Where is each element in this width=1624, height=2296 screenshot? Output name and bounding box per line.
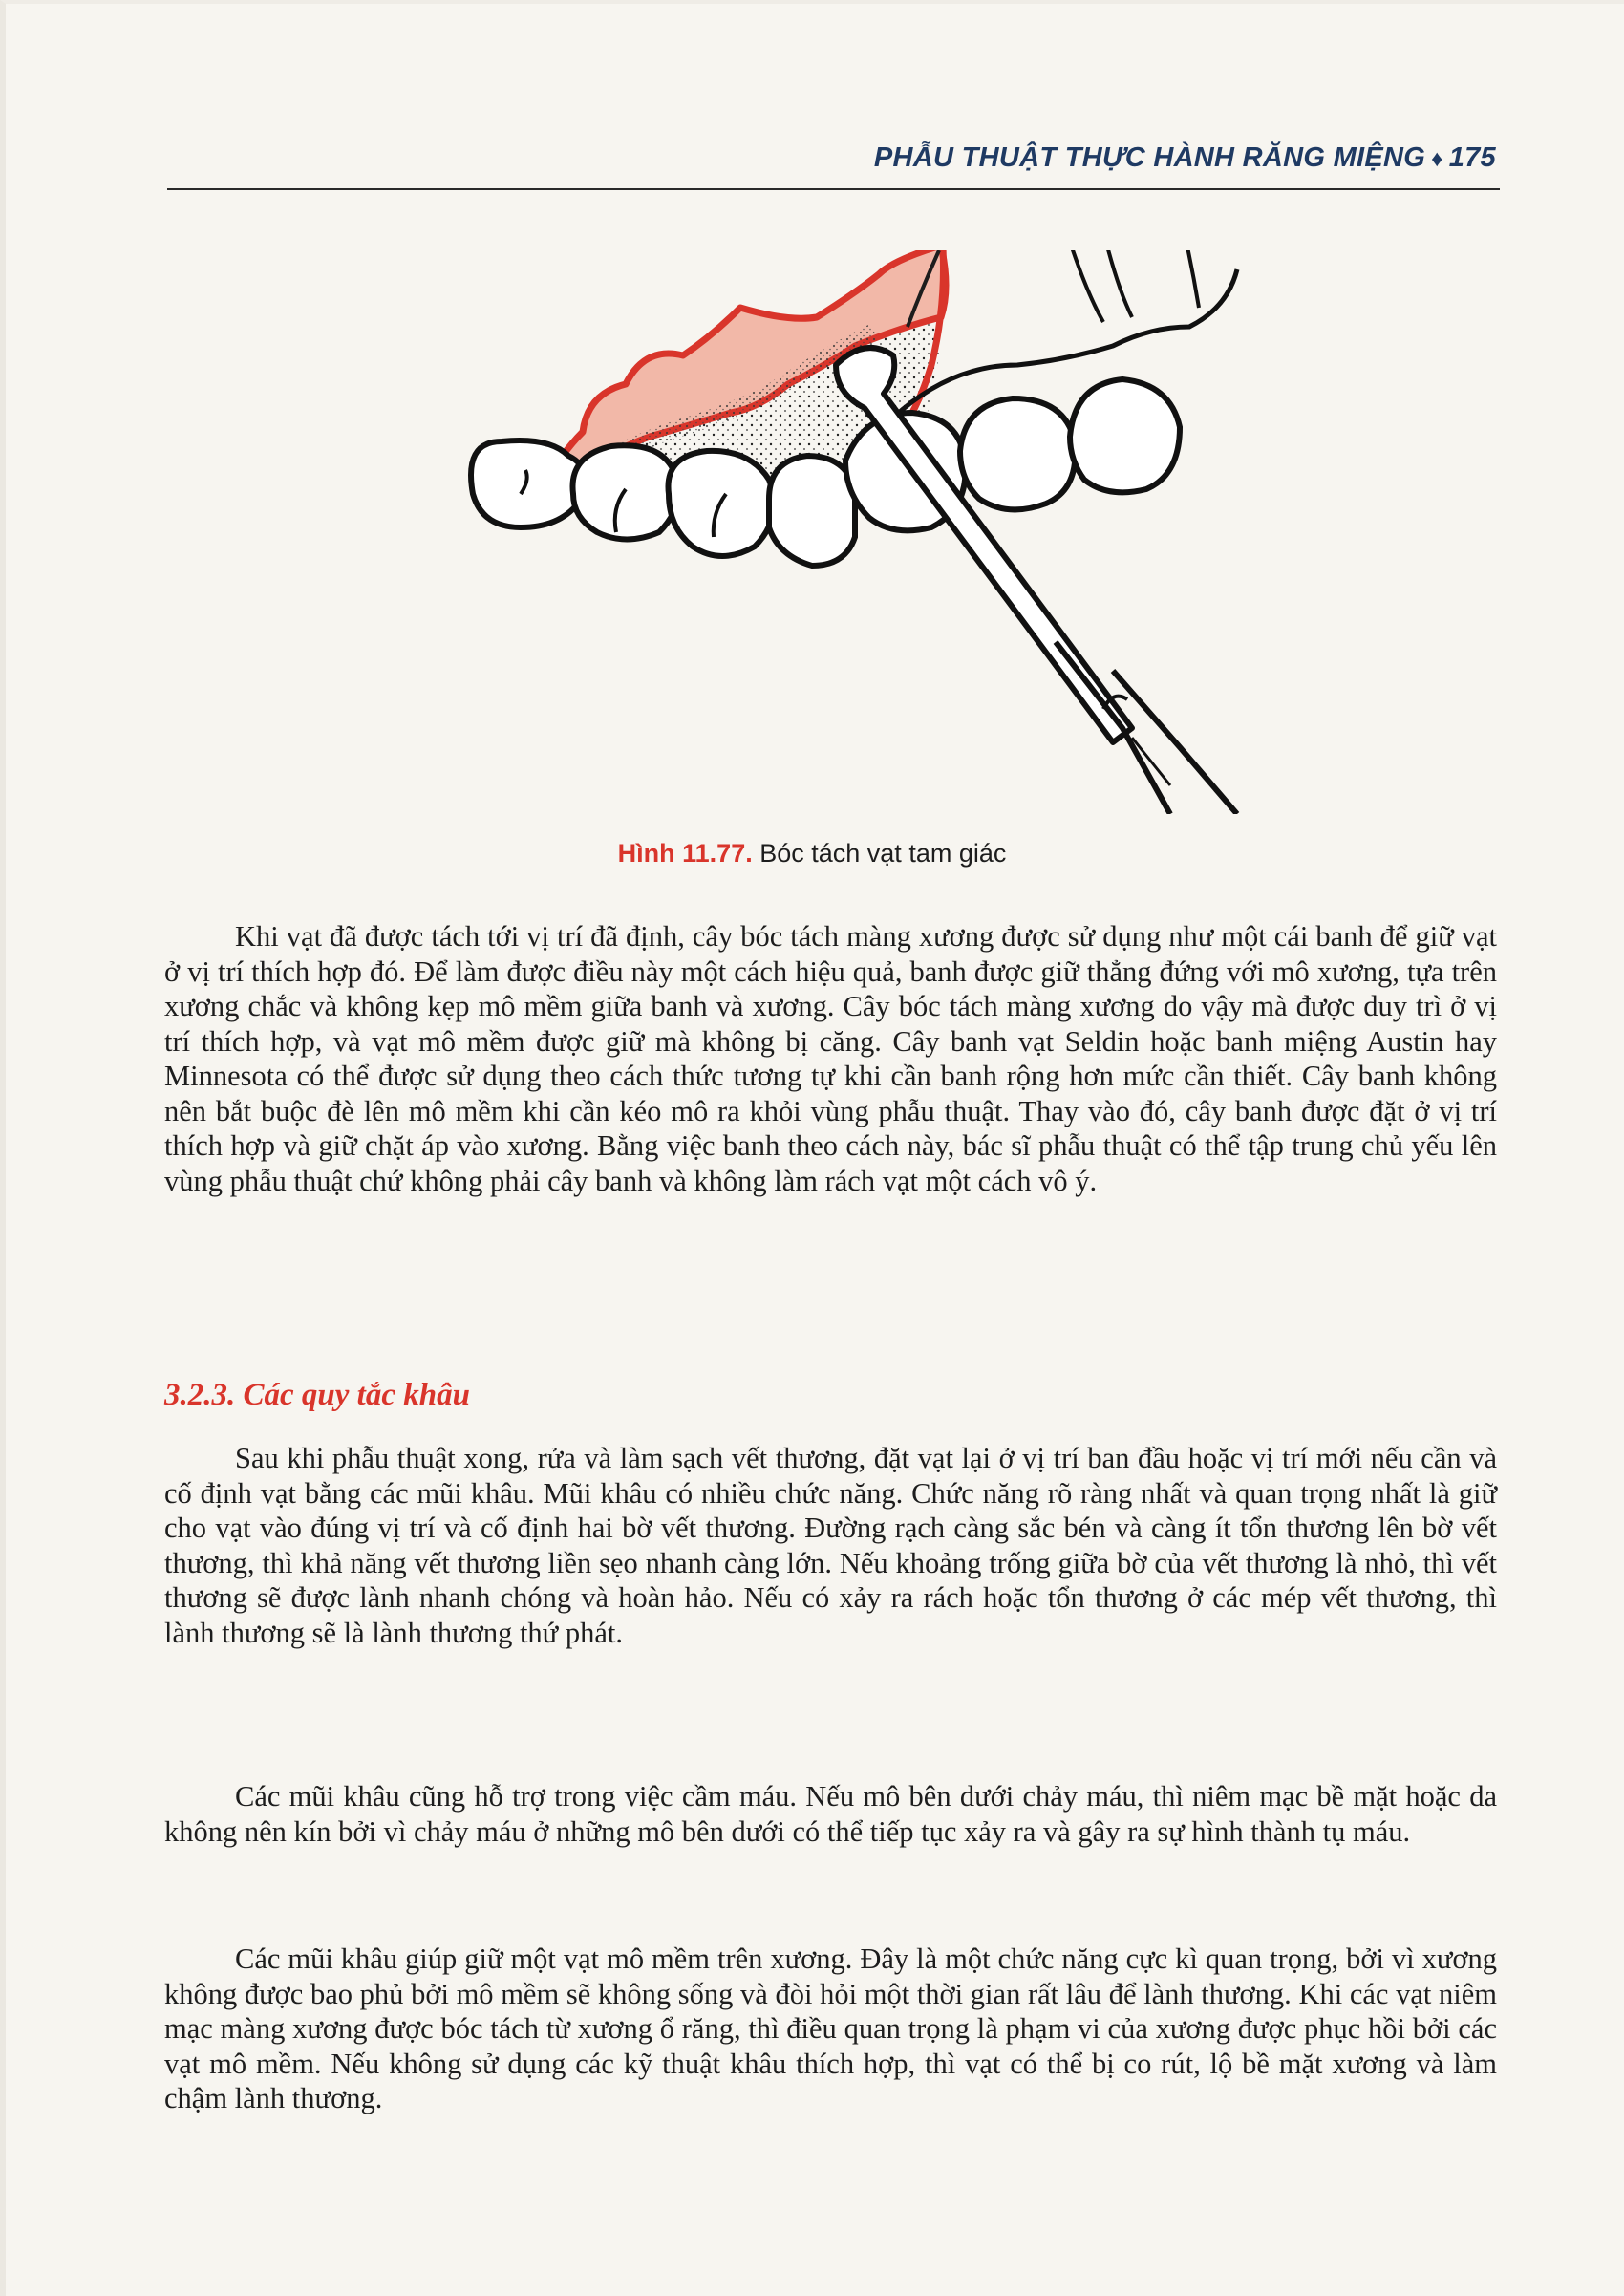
lip-line-2 [1103, 250, 1132, 317]
paragraph-suture-functions: Sau khi phẫu thuật xong, rửa và làm sạch vết thương, đặt vạt lại ở vị trí ban đầu hoặc vị trí mới nếu cần và cố định vạt bằng các mũi khâu. Mũi khâu có nhiều chức năng. Chức năng rõ ràng nhất và quan trọng nhất là giữ cho vạt vào đúng vị trí và cố định hai bờ vết thương. Đường rạch càng sắc bén và càng ít tổn thương lên bờ vết thương, thì khả năng vết thương liền sẹo nhanh càng lớn. Nếu khoảng trống giữa bờ của vết thương là nhỏ, thì vết thương sẽ được lành nhanh chóng và hoàn hảo. Nếu có xảy ra rách hoặc tổn thương ở các mép vết thương, thì lành thương sẽ là lành thương thứ phát. [164, 1442, 1497, 1649]
dental-illustration [444, 250, 1304, 814]
tooth-1 [471, 440, 586, 527]
lip-line-3 [1175, 250, 1199, 308]
running-header [167, 139, 1500, 190]
figure-caption [0, 839, 1624, 869]
lip-line-1 [1065, 250, 1103, 322]
section-heading: 3.2.3. Các quy tắc khâu [164, 1378, 470, 1412]
paragraph-retraction: Khi vạt đã được tách tới vị trí đã định, cây bóc tách màng xương được sử dụng như một cái banh để giữ vạt ở vị trí thích hợp đó. Để làm được điều này một cách hiệu quả, banh được giữ thẳng đứng với mô xương, tựa trên xương chắc và không kẹp mô mềm giữa banh và xương. Cây bóc tách màng xương do vậy mà được duy trì ở vị trí thích hợp, và vạt mô mềm được giữ mà không bị căng. Cây banh vạt Seldin hoặc banh miệng Austin hay Minnesota có thể được sử dụng theo cách thức tương tự khi cần banh rộng hơn mức cần thiết. Cây banh không nên bắt buộc đè lên mô mềm khi cần kéo mô ra khỏi vùng phẫu thuật. Thay vào đó, cây banh được đặt ở vị trí thích hợp và giữ chặt áp vào xương. Bằng việc banh theo cách này, bác sĩ phẫu thuật có thể tập trung chủ yếu lên vùng phẫu thuật chứ không phải cây banh và không làm rách vạt một cách vô ý. [164, 920, 1497, 1197]
diamond-separator: ♦ [1431, 146, 1443, 172]
paragraph-flap-on-bone: Các mũi khâu giúp giữ một vạt mô mềm trên xương. Đây là một chức năng cực kì quan trọng, bởi vì xương không được bao phủ bởi mô mềm sẽ không sống và đòi hỏi một thời gian rất lâu để lành thương. Khi các vạt niêm mạc màng xương được bóc tách từ xương ổ răng, thì điều quan trọng là phạm vi của xương được phục hồi bởi các vạt mô mềm. Nếu không sử dụng các kỹ thuật khâu thích hợp, thì vạt có thể bị co rút, lộ bề mặt xương và làm chậm lành thương. [164, 1942, 1497, 2114]
book-title: PHẪU THUẬT THỰC HÀNH RĂNG MIỆNG [873, 142, 1426, 173]
tooth-6 [960, 398, 1076, 509]
figure-flap-retraction [444, 250, 1304, 814]
paragraph-hemostasis: Các mũi khâu cũng hỗ trợ trong việc cầm máu. Nếu mô bên dưới chảy máu, thì niêm mạc bề mặt hoặc da không nên kín bởi vì chảy máu ở những mô bên dưới có thể tiếp tục xảy ra và gây ra sự hình thành tụ máu. [164, 1780, 1497, 1848]
caption-text: Bóc tách vạt tam giác [759, 839, 1007, 868]
caption-number: Hình 11.77. [617, 839, 753, 868]
tooth-4 [769, 456, 855, 566]
header-text [874, 142, 1496, 174]
tooth-7 [1070, 379, 1180, 492]
page-number: 175 [1448, 142, 1496, 173]
